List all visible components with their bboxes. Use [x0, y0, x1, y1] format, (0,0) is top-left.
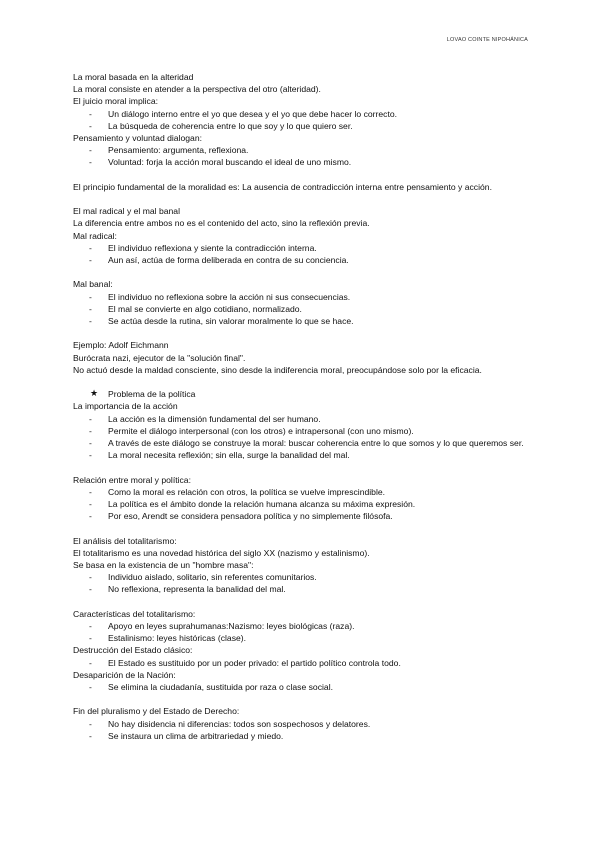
- list-item: [73, 583, 543, 595]
- list-item-text: A través de este diálogo se construye la moral: buscar coherencia entre lo que somos y lo que queremos ser.: [108, 438, 524, 449]
- list-item: [73, 730, 543, 742]
- list-item: [73, 657, 543, 669]
- list-item-text: Se elimina la ciudadanía, sustituida por raza o clase social.: [108, 682, 333, 693]
- dash-bullet-icon: -: [89, 621, 92, 632]
- dash-bullet-icon: -: [89, 682, 92, 693]
- paragraph-line: Mal radical:: [73, 230, 117, 241]
- list-item: [73, 437, 543, 449]
- list-item: [73, 681, 543, 693]
- document-body: [73, 71, 543, 742]
- list-item-text: Por eso, Arendt se considera pensadora política y no simplemente filósofa.: [108, 511, 393, 522]
- dash-bullet-icon: -: [89, 255, 92, 266]
- dash-bullet-icon: -: [89, 145, 92, 156]
- paragraph-line: La importancia de la acción: [73, 401, 178, 412]
- paragraph-line: Se basa en la existencia de un "hombre masa":: [73, 560, 254, 571]
- list-item: [73, 571, 543, 583]
- paragraph-line: Características del totalitarismo:: [73, 608, 196, 619]
- dash-bullet-icon: -: [89, 413, 92, 424]
- spacer: [73, 327, 543, 339]
- list-item-text: Aun así, actúa de forma deliberada en contra de su conciencia.: [108, 255, 349, 266]
- paragraph-line: No actuó desde la maldad consciente, sino desde la indiferencia moral, preocupándose solo por la eficacia.: [73, 364, 482, 375]
- spacer: [73, 693, 543, 705]
- spacer: [73, 461, 543, 473]
- star-icon: ★: [90, 388, 99, 399]
- list-item: [73, 425, 543, 437]
- paragraph-line: Fin del pluralismo y del Estado de Derecho:: [73, 706, 240, 717]
- spacer: [73, 169, 543, 181]
- list-item: [73, 144, 543, 156]
- paragraph-line: El principio fundamental de la moralidad es: La ausencia de contradicción interna entre pensamiento y acción.: [73, 181, 492, 192]
- list-item-text: El mal se convierte en algo cotidiano, normalizado.: [108, 303, 302, 314]
- dash-bullet-icon: -: [89, 584, 92, 595]
- paragraph-line: La moral basada en la alteridad: [73, 72, 194, 82]
- spacer: [73, 266, 543, 278]
- dash-bullet-icon: -: [89, 633, 92, 644]
- paragraph-line: Destrucción del Estado clásico:: [73, 645, 193, 656]
- list-item: [73, 291, 543, 303]
- dash-bullet-icon: -: [89, 511, 92, 522]
- paragraph-line: Desaparición de la Nación:: [73, 669, 176, 680]
- paragraph-line: El mal radical y el mal banal: [73, 206, 180, 217]
- list-item-text: El individuo no reflexiona sobre la acción ni sus consecuencias.: [108, 291, 351, 302]
- list-item: [73, 254, 543, 266]
- dash-bullet-icon: -: [89, 291, 92, 302]
- page-header: LOVAO COINTE NIPOHÁNICA: [446, 37, 528, 43]
- paragraph-line: El análisis del totalitarismo:: [73, 535, 177, 546]
- list-item-text: Individuo aislado, solitario, sin referentes comunitarios.: [108, 572, 317, 583]
- paragraph-line: El juicio moral implica:: [73, 96, 159, 107]
- list-item: [73, 620, 543, 632]
- spacer: [73, 522, 543, 534]
- list-item: [73, 498, 543, 510]
- list-item-text: Pensamiento: argumenta, reflexiona.: [108, 145, 249, 156]
- spacer: [73, 193, 543, 205]
- list-item: [73, 632, 543, 644]
- list-item-text: La búsqueda de coherencia entre lo que soy y lo que quiero ser.: [108, 120, 353, 131]
- list-item-text: Como la moral es relación con otros, la política se vuelve imprescindible.: [108, 486, 386, 497]
- list-item-text: Permite el diálogo interpersonal (con los otros) e intrapersonal (con uno mismo).: [108, 425, 414, 436]
- section-heading: [73, 388, 543, 400]
- dash-bullet-icon: -: [89, 108, 92, 119]
- list-item-text: Se actúa desde la rutina, sin valorar moralmente lo que se hace.: [108, 316, 354, 327]
- paragraph-line: Burócrata nazi, ejecutor de la "solución final".: [73, 352, 246, 363]
- paragraph-line: Ejemplo: Adolf Eichmann: [73, 340, 169, 351]
- paragraph-line: Pensamiento y voluntad dialogan:: [73, 133, 202, 144]
- dash-bullet-icon: -: [89, 718, 92, 729]
- spacer: [73, 596, 543, 608]
- dash-bullet-icon: -: [89, 425, 92, 436]
- list-item-text: La acción es la dimensión fundamental del ser humano.: [108, 413, 321, 424]
- section-heading-text: Problema de la política: [108, 389, 196, 400]
- dash-bullet-icon: -: [89, 450, 92, 461]
- list-item: [73, 413, 543, 425]
- dash-bullet-icon: -: [89, 316, 92, 327]
- dash-bullet-icon: -: [89, 657, 92, 668]
- list-item: [73, 486, 543, 498]
- list-item-text: Un diálogo interno entre el yo que desea y el yo que debe hacer lo correcto.: [108, 108, 398, 119]
- list-item-text: Apoyo en leyes suprahumanas:Nazismo: leyes biológicas (raza).: [108, 621, 355, 632]
- dash-bullet-icon: -: [89, 730, 92, 741]
- list-item-text: Voluntad: forja la acción moral buscando el ideal de uno mismo.: [108, 157, 352, 168]
- list-item: [73, 449, 543, 461]
- list-item: [73, 718, 543, 730]
- list-item: [73, 315, 543, 327]
- list-item-text: No hay disidencia ni diferencias: todos son sospechosos y delatores.: [108, 718, 371, 729]
- paragraph-line: Mal banal:: [73, 279, 113, 290]
- spacer: [73, 376, 543, 388]
- dash-bullet-icon: -: [89, 157, 92, 168]
- list-item: [73, 242, 543, 254]
- list-item-text: Se instaura un clima de arbitrariedad y miedo.: [108, 730, 284, 741]
- list-item-text: El individuo reflexiona y siente la contradicción interna.: [108, 242, 317, 253]
- list-item-text: La moral necesita reflexión; sin ella, surge la banalidad del mal.: [108, 450, 350, 461]
- dash-bullet-icon: -: [89, 303, 92, 314]
- dash-bullet-icon: -: [89, 438, 92, 449]
- dash-bullet-icon: -: [89, 486, 92, 497]
- list-item: [73, 156, 543, 168]
- dash-bullet-icon: -: [89, 499, 92, 510]
- list-item-text: La política es el ámbito donde la relación humana alcanza su máxima expresión.: [108, 499, 416, 510]
- list-item-text: Estalinismo: leyes históricas (clase).: [108, 633, 247, 644]
- list-item-text: No reflexiona, representa la banalidad del mal.: [108, 584, 286, 595]
- paragraph-line: Relación entre moral y política:: [73, 474, 191, 485]
- list-item: [73, 108, 543, 120]
- paragraph-line: La diferencia entre ambos no es el contenido del acto, sino la reflexión previa.: [73, 218, 370, 229]
- dash-bullet-icon: -: [89, 572, 92, 583]
- paragraph-line: El totalitarismo es una novedad histórica del siglo XX (nazismo y estalinismo).: [73, 547, 370, 558]
- list-item-text: El Estado es sustituido por un poder privado: el partido político controla todo.: [108, 657, 401, 668]
- list-item: [73, 303, 543, 315]
- dash-bullet-icon: -: [89, 242, 92, 253]
- list-item: [73, 120, 543, 132]
- paragraph-line: La moral consiste en atender a la perspectiva del otro (alteridad).: [73, 84, 321, 95]
- dash-bullet-icon: -: [89, 120, 92, 131]
- list-item: [73, 510, 543, 522]
